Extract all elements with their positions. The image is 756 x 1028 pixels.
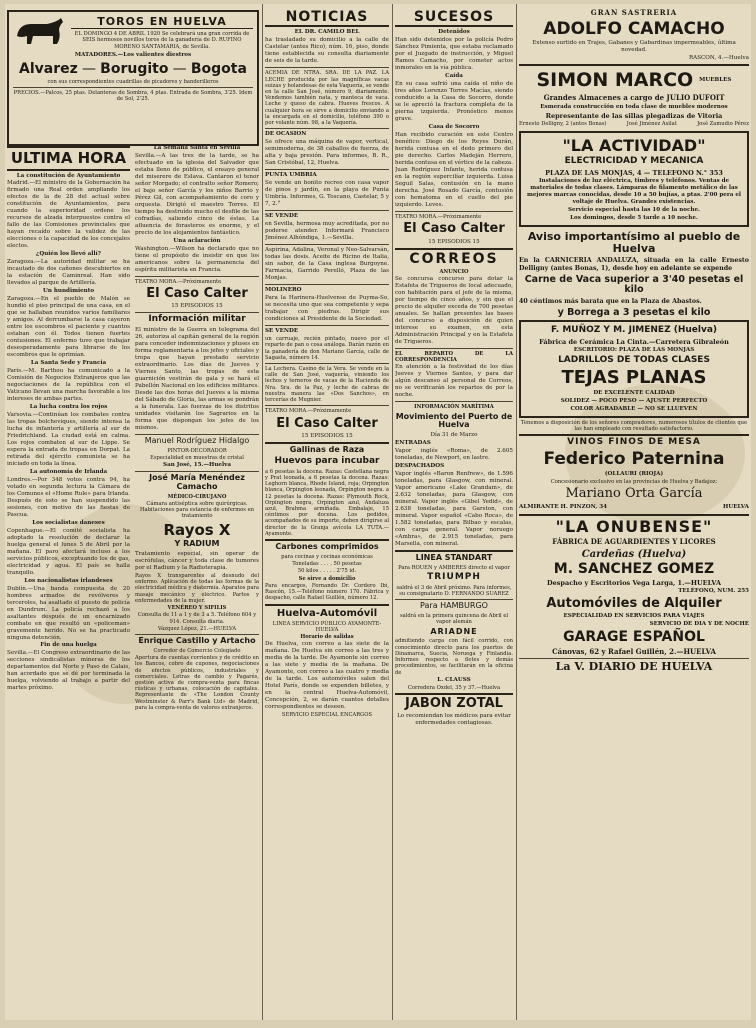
correos-body: Se concursa concurso para dotar la Estafeta de Trigueros de local adecuado, con habitación para el jefe de la misma, por tiempo de cinco años, y sin que el precio de alquiler exceda de 700 pesetas anuales. Se hallan presentes las bases del concurso a disposición de quien interese su examen, en esta Administración Principal y en la Estafeta de Trigueros.	[395, 276, 513, 345]
simon-name: SIMON MARCO	[536, 69, 694, 92]
toros-intro: EL DOMINGO 4 DE ABRIL 1920 Se celebrará una gran corrida de SEIS hermosos novillos toros de la ganadería de D. RUFINO MORENO SANTAMARIA, de Sevilla.	[74, 31, 250, 50]
uh-item-head: Los socialistas daneses	[32, 519, 105, 526]
ariadne: ARIADNE	[430, 626, 478, 636]
reparto-body: En atención a la festividad de los días Jueves y Viernes Santos, y para dar algún descanso al personal de Correos, no se verificarán los repartos de por la noche.	[395, 364, 513, 399]
hamburgo-head: Para HAMBURGO	[420, 601, 488, 611]
episodios2: 15 EPISODIOS 15	[301, 432, 353, 439]
bull-icon	[13, 14, 67, 50]
ariadne-body: admitiendo carga con fácil corrido, con conocimiento directo para los puertos de Dinamarca, Suecia, Noruega y Finlandia. Informes respecto a fletes y demás procedimientos, se facilitarán en la oficina de	[395, 638, 513, 676]
episodios3: 15 EPISODIOS 15	[428, 238, 480, 245]
detenidos-body: Han sido detenidos por la policía Pedro Sánchez Pimienta, que estaba reclamado por el Juzgado de instrucción, y Miguel Ramos Camacho, por cometer actos inmorales en la vía pública.	[395, 37, 513, 72]
triumph-body: saldrá el 3 de Abril próximo. Para informes, su consignatario D. FERNANDO SUAREZ	[396, 584, 512, 598]
maritima-head: INFORMACIÓN MARÍTIMA	[414, 404, 494, 411]
uh-item-body: Sevilla.—El Congreso extraordinario de las secciones sindicalistas mineras de los departamentos del Norte y Paso de Calais, han acordado que se dé por terminada la huelga, volviendo al trabajo a partir del martes próximo.	[7, 650, 130, 692]
orta: Mariano Orta García	[565, 485, 703, 501]
actividad-sun: Los domingos, desde 5 tarde a 10 noche.	[570, 214, 698, 221]
uh-item-body: Zaragoza.—La autoridad militar se ha incautado de dos cañones descubiertos en la estación de Caminreal. Han sido llevados al parque de Artillería.	[7, 259, 130, 287]
torero-name: Bogota	[190, 60, 247, 77]
actividad-addr: PLAZA DE LAS MONJAS, 4 — TELEFONO N.° 353	[545, 168, 723, 177]
simon-addr: Ernesto Delligny, 2 (antes Bonas)	[519, 121, 607, 128]
huevos-head: Huevos para incubar	[274, 455, 380, 466]
molinero-body: Para la Harinera-Huelvense de Puyma-So, se necesita uno que sea competente y sepa trabajar con piedras. Dirigir sus condiciones al Presidente de la Sociedad.	[265, 295, 389, 323]
sevende2-body: un carruaje, recién pintado, nuevo por el reparto de pan o cosa análoga. Darán razón en la panadería de don Mariano García, calle de Sagasta, número 14.	[265, 336, 389, 361]
carbones-price2: 50 kilos . . . . . 2'75 id.	[297, 568, 357, 575]
auto-horario: Horario de salidas	[300, 634, 354, 641]
column-1	[7, 8, 259, 1016]
linea-head: LINEA STANDART	[415, 552, 493, 562]
toreros-row: Alvarez — Borugito — Bogota	[19, 60, 247, 77]
column-4	[519, 8, 749, 1016]
uh-item-body: Varsovia.—Continúan los combates contra las tropas bolcheviques, siendo intensa la lucha de infantería y artillería al sur de Friedrichland. La ciudad está en calma. Los rojos combaten al sur de Lippe. Se espera la entrada de tropas en Dorpat. La retirada del ejército comunista se ha iniciado en toda la línea.	[7, 411, 130, 467]
uh-item-body: París.—M. Barthou ha comunicado a la Comisión de Negocios Extranjeros que las negociaciones de la república con el Vaticano llevan una marcha favorable a los intereses de ambas partes.	[7, 368, 130, 403]
puerto-date: Día 31 de Marzo	[430, 432, 478, 439]
sanchez: M. SANCHEZ GOMEZ	[553, 560, 715, 577]
gallinas-head: Gallinas de Raza	[289, 444, 365, 454]
diario-footer: La V. DIARIO DE HUELVA	[555, 660, 713, 674]
uh-item-body: Madrid.—El ministro de la Gobernación ha firmado una Real orden ampliando los efectos de la de 28 del actual sobre constitución de Ayuntamientos, para cuando la superioridad ordene los recursos de alzada interpuestos contra el fallo de las Comisiones provinciales que hayan recaído sobre la validez de las elecciones o la capacidad de los concejales electos.	[7, 180, 130, 250]
ceramica: Fábrica de Cerámica La Cinta.—Carretera Gibraleón	[539, 337, 729, 346]
garage: GARAGE ESPAÑOL	[563, 629, 705, 646]
column-rule	[516, 4, 517, 1020]
n1-head: EL DR. CAMILO BEL	[294, 29, 360, 36]
umbria-head: PUNTA UMBRIA	[265, 172, 317, 179]
militar-body: El ministro de la Guerra en telegrama del 26, autoriza al capitán general de la región para conceder indemnizaciones y pluses en forma reglamentaria a los jefes y oficiales y tropa que hayan prestado servicio extraordinario. Los días de Jueves y Viernes Santo, las tropas de esta guarnición vestirán de gala y se hará el Pabellón Nacional en los edificios militares. Desde las dos horas del Jueves a la misma del Sábado de Gloria, las armas se pondrán a la funerala. Las fuerzas de los distritos unidades visitarán los Sagrarios en la forma que dispongan los jefes de los mismos.	[135, 327, 259, 431]
aviso-title: Aviso importantísimo al pueblo de Huelva	[527, 229, 741, 255]
gallinas-body: a 6 pesetas la docena. Razas: Castellana negra y Prat leonada, a 6 pesetas la docena. Razas: Leghorn blanca, Rhode Island, roja; Orpington blanca, Orpington leonada, Orpington negra. a 12 pesetas la docena. Razas: Plymouth Rock, Orpington negra, Orpington azul, Andaluza azul, Brahma armiñada. Embalaje, 15 céntimos por docena. Los pedidos, acompañados de su importe, deben dirigirse al director de la Granja avícola LA TUTA.—Ayamonte.	[265, 468, 389, 537]
paternina-body: Concesionario exclusivo en las provincias de Huelva y Badajoz:	[550, 478, 718, 485]
despachados-body: Vapor inglés «Baron Renfrew», de 1.596 toneladas, para Glasgow, con mineral. Vapor americano «Lake Grandam», de 2.632 toneladas, para Glasgow, con mineral. Vapor inglés «Gibel Yedid», de 2.638 toneladas, para Garston, con mineral. Vapor español «Cabo Roca», de 1.582 toneladas, para Bilbao y escalas, con carga general. Vapor noruego «Ambra», de 2.915 toneladas, para Marsella, con mineral.	[395, 471, 513, 547]
clauss-addr: Corredera Oxdel, 35 y 37.—Huelva	[407, 684, 501, 691]
column-3	[395, 8, 513, 1016]
ultima-hora-list	[7, 173, 130, 693]
actividad-sub: ELECTRICIDAD Y MECANICA	[564, 155, 704, 166]
simon-body: Esmerada construcción en toda clase de muebles modernos	[540, 104, 728, 111]
sevende-body: en Sevilla, hermosa muy acreditada, por no poderse atender. Informará Francisco Jiménez Alhóndiga, 1.—Sevilla.	[265, 221, 389, 242]
tejas-q1: SOLIDEZ — POCO PESO — AJUSTE PERFECTO	[560, 397, 708, 404]
toros-ad	[7, 10, 259, 146]
reparto-head: EL REPARTO DE LA CORRESPONDENCIA	[395, 350, 513, 364]
caso2-title: El Caso Calter	[276, 415, 378, 431]
teatro2-label: TEATRO MORA.—Próximamente	[265, 408, 352, 415]
uh-item-head: Fin de una huelga	[40, 642, 97, 649]
n1-body: ha trasladado su domicilio a la calle de Castelar (antes Rico), núm. 16, piso, donde tiene establecida su consulta diariamente de seis de la tarde.	[265, 37, 389, 65]
rayos-x-title: Rayos X	[163, 520, 231, 539]
uh-item-head: La lucha contra los rojos	[29, 404, 108, 410]
onubense-sub: FÁBRICA DE AGUARDIENTES Y LICORES	[552, 536, 716, 546]
toros-title: TOROS EN HUELVA	[71, 16, 253, 29]
carbones-price1: Toneladas . . . . 50 pesetas	[292, 561, 362, 568]
carbones-body: Para encargos, Fernando Dr. Cordero Ibi, Rascón, 15.—Teléfono número 170. Fábrica y despacho, calle Rafael Guillén, número 12.	[265, 582, 389, 602]
sastreria-body: Extenso surtido en Trajes, Gabanes y Gabardinas impermeables, última novedad.	[532, 40, 736, 54]
molinero-head: MOLINERO	[265, 287, 302, 294]
socorro-head: Casa de Socorro	[428, 124, 480, 131]
cardenas: Cardeñas (Huelva)	[581, 548, 687, 560]
carbones-sub: para cocinas y cocinas económicas	[281, 553, 373, 560]
simon-addr: José Zamudio Pérez	[697, 121, 749, 128]
despachados: DESPACHADOS	[395, 463, 445, 470]
menendez-body: Cámara antiséptica sobre quirúrgicas. Habitaciones para estancia de enfermos en tratamiento	[139, 500, 255, 520]
orta-addr: ALMIRANTE H. PINZON, 34	[519, 504, 608, 511]
uh-item-head: Un hundimiento	[42, 288, 95, 295]
simon-addr: José Jiménez Asilat	[626, 121, 677, 128]
teatro3-label: TEATRO MORA.—Próximamente	[395, 214, 482, 220]
hidalgo-spec: Especialidad en muestras de cristal	[150, 454, 244, 461]
ultima-hora-title: ULTIMA HORA	[7, 146, 130, 171]
caso-calter-title: El Caso Calter	[146, 285, 248, 301]
tejas-sub: DE EXCELENTE CALIDAD	[593, 389, 675, 396]
semana-title: La Semana Santa en Sevilla	[153, 145, 241, 151]
hidalgo-addr: San José, 15.—Huelva	[163, 462, 231, 469]
entradas-body: Vapor inglés «Roma», de 2.605 toneladas, de Newport, en lastre.	[395, 448, 513, 462]
vinos-head: VINOS FINOS DE MESA	[567, 437, 701, 448]
precios: PRECIOS.—Palcos, 25 ptas. Delanteras de Sombra, 4 ptas. Entrada de Sombra, 3'25. Idem de Sol, 2'25.	[13, 90, 253, 103]
venereo: VENÉREO Y SIFILIS	[167, 605, 227, 612]
uh-item-head: La constitución de Ayuntamiento	[16, 172, 121, 179]
col1-right	[135, 144, 259, 1016]
rayos-addr: Vázquez López, 21.—HUELVA	[157, 625, 237, 632]
carbones-head: Carbones comprimidos	[275, 542, 379, 552]
castillo-body: Apertura de cuentas corrientes y de crédito en los Bancos, cobro de cupones, negociaciones de efectos públicos, industriales y comerciales. Letras de cambio y Pagarés, gestión activa de compra-venta para fincas rústicas y urbanas, colocación de capitales. Representante de «The London County Westminster & Parr's Bank Ltd» de Madrid, para la compra-venta de valores extranjeros.	[135, 655, 259, 711]
simon-sub: Grandes Almacenes a cargo de JULIO DUFOIT	[543, 93, 725, 103]
teatro-label: TEATRO MORA.—Próximamente	[135, 278, 222, 285]
tejas-q2: COLOR AGRADABLE — NO SE LLUEVEN	[570, 405, 698, 412]
auto-sub: LINEA SERVICIO PÚBLICO AYAMONTE-HUELVA	[272, 620, 382, 633]
semana-body: Sevilla.—A las tres de la tarde, se ha efectuado en la iglesia del Salvador que estaba lleno de público, el ensayo general del miserere de Eslava. Cantaron el tenor señor Morgado; el contralto señor Romero; el bajo señor García y los niños Barrio y Pérez Gil, con acompañamiento de coro y orquesta. Dirigió el maestro Torres. El tiempo ha destruído mucho el desfile de las cofradías, saliendo cinco de éstas. La afluencia de forasteros es enorme, y el precio de los alojamientos fantástico.	[135, 152, 259, 236]
caida-head: Caída	[445, 73, 463, 80]
actividad-title: "LA ACTIVIDAD"	[562, 136, 706, 156]
actividad-body: Instalaciones de luz eléctrica, timbres y teléfonos. Ventas de materiales de todas clases. Lámparas de filamento metálico de las mejores marcas conocidas, desde 10 a 50 bujías, a ptas. 2'00 pera el voltaje de Huelva. Grandes existencias.	[526, 177, 742, 205]
aspirina-body: Aspirina, Adalina, Veronal y Neo-Salvarsán, todas las dosis. Aceite de Ricino de Italia, sin sabor, de la Casa inglesa Burgoyne. Farmacia, Garrido Perelló, Plaza de las Monjas.	[265, 247, 389, 282]
carne-line2: 40 céntimos más barata que en la Plaza de Abastos.	[519, 297, 702, 305]
episodios: 15 EPISODIOS 15	[171, 303, 223, 310]
ladrillos: LADRILLOS DE TODAS CLASES	[558, 354, 710, 365]
linea-sub: Para ROUEN y AMBERES directo el vapor	[398, 564, 510, 571]
tejas: TEJAS PLANAS	[561, 366, 707, 388]
menendez-name: José María Menéndez Camacho	[149, 473, 245, 491]
noticias-title: NOTICIAS	[265, 10, 389, 27]
aclaracion-body: Washington.—Wilson ha declarado que no tiene el propósito de insistir en que los americanos sobre la permanencia del espíritu militarista en Francia.	[135, 245, 259, 273]
actividad-hours: Servicio especial hasta las 10 de la noche.	[567, 206, 700, 213]
tejas-note: Tenemos a disposición de los señores compradores, numerosos títulos de clientes que las han empleado con resultado satisfactorio.	[520, 419, 748, 432]
hidalgo-trade: PINTOR-DECORADOR	[167, 447, 227, 454]
jabon-title: JABON ZOTAL	[405, 696, 503, 712]
munoz-name: F. MUÑOZ Y M. JIMENEZ (Huelva)	[550, 324, 718, 335]
clauss: L. CLAUSS	[437, 676, 471, 683]
matadores-label: MATADORES.—Los valientes diestros	[74, 51, 192, 58]
triumph: TRIUMPH	[427, 571, 481, 582]
sastreria-name: ADOLFO CAMACHO	[543, 18, 725, 39]
actividad-ad	[519, 131, 749, 227]
onubense: "LA ONUBENSE"	[555, 517, 713, 537]
rayos-body: Tratamiento especial, sin operar de escrófulas, cáncer y toda clase de tumores por el Radium y la Radioterapia.	[135, 550, 259, 571]
sanchez-addr: Despacho y Escritorios Vega Larga, 1.—HUELVA	[547, 578, 721, 587]
borrega: y Borrega a 3 pesetas el kilo	[557, 306, 711, 318]
rayos-hours: Consulta de 11 a 1 y de 3 a 5. Teléfono 604 y 914. Consulta diaria.	[137, 612, 257, 625]
auto-foot: SERVICIO ESPECIAL ENCARGOS	[281, 712, 373, 719]
caso3-title: El Caso Calter	[403, 221, 505, 237]
carniceria-body: En la CARNICERIA ANDALUZA, situada en la calle Ernesto Delligny (antes Bonas, 1), desde hoy en adelante se expende	[519, 257, 749, 272]
uh-item-body: Zaragoza.—En el pueblo de Malón se hundió el piso principal de una casa, en el que se hallaban reunidos varios familiares y amigos. Al derrumbarse la casa cayeron entre los escombros el paciente y cuantos estaban con él. Todos tienen fuertes contusiones. El enfermo tuvo que trabajar desesperadamente para librarse de los escombros que le oprimían.	[7, 296, 130, 359]
n2-body: ACEMIA DE NTRA. SRA. DE LA PAZ. LA LECHE producida por las magníficas vacas suizas y holandesas de esta Vaquería, se vende en la calle San José, número 9, diariamente. Vendemos también nata, y manteca de vaca. Leche y queso de cabra. Hueves frescos. A cualquier hora se sirve a domicilio enviando a la encargada en el domicilio, teléfono 390 o por volante núm. 98, a la Vaquería.	[265, 70, 389, 127]
automovil-head: Huelva-Automóvil	[276, 607, 378, 619]
correos-title: CORREOS	[409, 250, 499, 267]
escritorio: ESCRITORIO: PLAZA DE LAS MONJAS	[573, 346, 695, 353]
autos-sub2: SERVICIO DE DIA Y DE NOCHE	[649, 621, 749, 628]
menendez-role: MÉDICO-CIRUJANO	[167, 493, 227, 500]
sucesos-title: SUCESOS	[395, 10, 513, 27]
autos-title: Automóviles de Alquiler	[546, 596, 722, 611]
rayos-body2: Rayos X transparentes al desnudo del enfermo. Aplicación de todas las formas de la electricidad médica y diatermia. Aparatos para masaje mecánico y eléctrico. Partos y enfermedades de la mujer.	[135, 572, 259, 604]
anuncio: ANUNCIO	[439, 268, 469, 275]
umbria-body: Se vende un bonito recreo con casa vapor de pinos y jardín, en la playa de Punta Umbría. Informes, G. Toscano, Castelar, 5 y 7, 2.°	[265, 180, 389, 208]
simon-muebles: MUEBLES	[699, 77, 732, 84]
simon-rep: Representante de las sillas plegadizas de Vitoria	[545, 112, 723, 121]
column-rule	[262, 4, 263, 1020]
puerto-head: Movimiento del Puerto de Huelva	[395, 411, 513, 430]
carne-line: Carne de Vaca superior a 3'40 pesetas el kilo	[524, 273, 744, 296]
uh-item-head: La Santa Sede y Francia	[30, 360, 107, 367]
carbones-dom: Se sirve a domicilio	[298, 575, 356, 582]
autos-sub: ESPECIALIDAD EN SERVICIOS PARA VIAJES	[563, 613, 705, 620]
jabon-body: Lo recomiendan los médicos para evitar enfermedades contagiosas.	[397, 713, 511, 727]
sevende2-head: SE VENDE	[265, 328, 299, 335]
telefono: TELÉFONO, NUM. 255	[678, 588, 749, 595]
paternina: Federico Paternina	[543, 448, 725, 469]
column-rule	[392, 4, 393, 1020]
sastreria-label: GRAN SASTRERIA	[590, 8, 678, 17]
sastreria-addr: RASCON, 4.—Huelva	[688, 55, 749, 62]
castillo-role: Corredor de Comercio Colegiado	[153, 647, 241, 654]
uh-item-body: Londres.—Por 348 votos contra 94, ha votado en segunda lectura la Cámara de los Comunes el «Home Rule» para Irlanda. Después de esto se han suspendido las sesiones, con motivo de las fiestas de Pascua.	[7, 476, 130, 518]
uh-item-head: La autonomía de Irlanda	[29, 468, 108, 475]
munoz-ad	[519, 320, 749, 418]
uh-item-head: Los nacionalistas irlandeses	[24, 577, 113, 584]
torero-name: Alvarez	[19, 60, 78, 77]
radium-title: Y RADIUM	[174, 539, 220, 549]
socorro-body: Han recibido curación en este Centro benéfico: Diego de los Reyes Durán, herida contusa en el dedo primero del pie derecho. Carlos Madeján Herrero, herida contusa en el vértice de la cabeza. Juan Rodríguez Infante, herida contusa en la región superciliar izquierda. Luisa Seguil Salas, contusión en la mano derecha. José Rosado García, contusión con hematoma en el cuello del pie izquierdo. Leves.	[395, 132, 513, 209]
ocasion-head: DE OCASION	[265, 131, 307, 138]
aclaracion-title: Una aclaración	[173, 237, 221, 244]
uh-item-body: Dublín.—Una banda compuesta de 20 hombres armados de revólveres y terceroles, ha asaltado el puesto de policía en Dundrum. La policía rechazó a los asaltantes después de un encarnizado combate en que resultó un «policeman» gravemente herido. No se ha practicado ninguna detención.	[7, 585, 130, 641]
info-militar-title: Información militar	[148, 314, 246, 325]
entradas: ENTRADAS	[395, 440, 431, 447]
ultima-hora-section	[7, 144, 130, 1016]
torero-name: Borugito	[100, 60, 169, 77]
uh-item-body: Copenhague.—El comité socialista ha adoptado la resolución de declarar la huelga general el lunes 5 de Abril por la mañana. El paro afectará incluso a los servicios públicos, exceptuando los de gas, electricidad y agua. El país se halla tranquilo.	[7, 527, 130, 576]
sevende-head: SE VENDE	[265, 213, 299, 220]
auto-body: De Huelva, con correo a las siete de la mañana. De Huelva sin correo a las tres y media de la tarde. De Ayamonte sin correo a las siete y media de la mañana. De Ayamonte, con correo a las cuatro y media de la tarde. Los automóviles salen del Hotel París, donde se expenden billetes, y en la central Huelva-Automóvil, Concepción, 2, se darán cuantos detalles correspondientes se deseen.	[265, 641, 389, 711]
hidalgo-name: Manuel Rodríguez Hidalgo	[144, 435, 250, 445]
caida-body: En su casa sufrió una caída el niño de tres años Lorenzo Torres Macías, siendo conducido a la Casa de Socorro, donde se le apreció la fractura completa de la pierna izquierda. Pronóstico menos grave.	[395, 81, 513, 123]
orta-city: HUELVA	[723, 504, 749, 511]
castillo-name: Enrique Castillo y Artacho	[138, 636, 256, 646]
lechera-body: La Lechera. Casino de la Vera. Se vende en la calle de San José, vaquería, viniendo los lechos y terneros de vacas de la Hacienda de Nra. Sra. de la Paz, y leche de cabras de nuestra manera las «Dos Sanchos», en tercerías de Mugnier.	[265, 365, 389, 404]
ocasion-body: Se ofrece una máquina de vapor, vertical, semimoderna, de 38 caballos de fuerza, de alta y baja presión. Para informes, B. R., San Cristóbal, 12, Huelva.	[265, 139, 389, 167]
column-2	[265, 8, 389, 1016]
paternina-place: (OLLAURI (RIOJA)	[604, 470, 664, 477]
uh-item-head: ¿Quién los llevó allí?	[36, 251, 101, 258]
detenidos-head: Detenidos	[438, 29, 470, 36]
toros-note: con sus correspondientes cuadrillas de picadores y banderilleros	[47, 78, 219, 85]
newspaper-page	[5, 4, 751, 1020]
hamburgo-sub: saldrá en la primera quincena de Abril el vapor alemán	[399, 613, 509, 626]
garage-addr: Cánovas, 62 y Rafael Guillén, 2.—HUELVA	[552, 646, 716, 656]
